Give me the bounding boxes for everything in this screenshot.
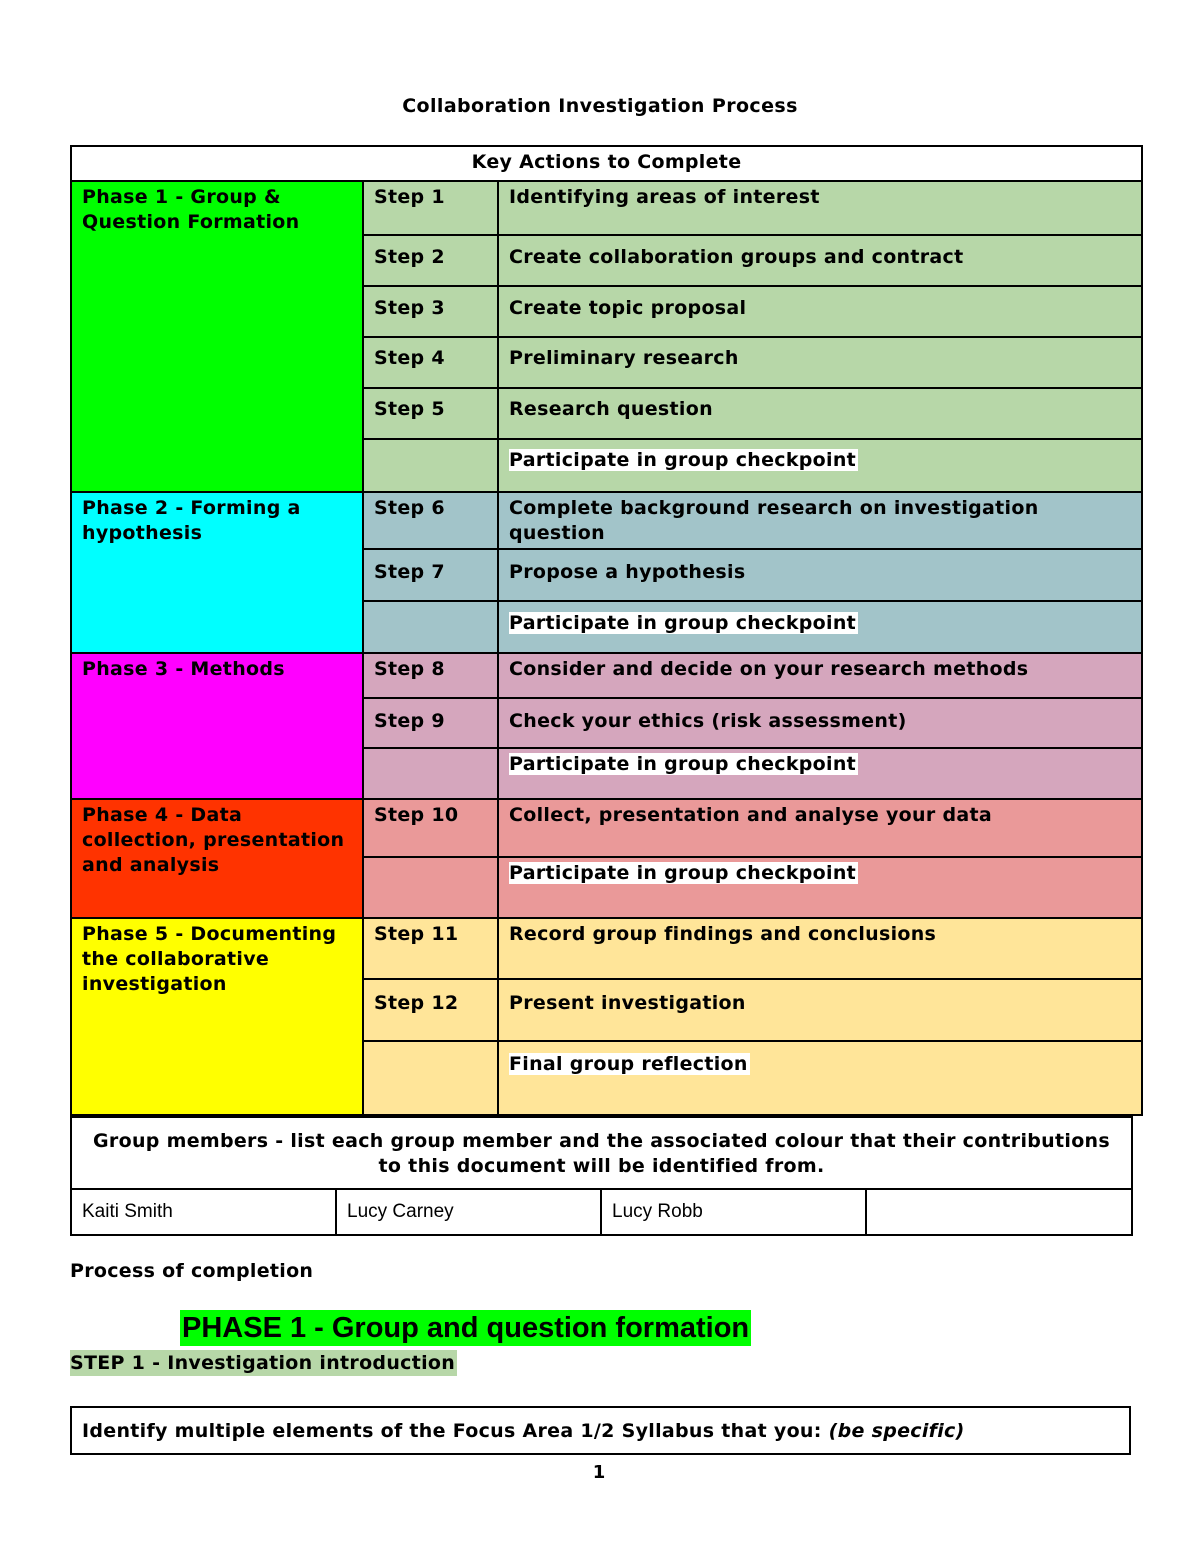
phase-2-cell [71,492,363,653]
action-cell: Check your ethics (risk assessment) [498,698,1142,748]
phase-4-label: Phase 4 - Data collection, presentation and analysis [82,804,345,876]
group-members-header: Group members - list each group member and the associated colour that their contributions to this document will be identified from. [71,1117,1132,1189]
step-cell: Step 4 [363,337,498,388]
step-cell [363,1041,498,1115]
action-cell: Complete background research on investigation question [498,492,1142,549]
phase-5-label: Phase 5 - Documenting the collaborative investigation [82,923,337,995]
action-cell: Research question [498,388,1142,439]
action-cell [498,1041,1142,1115]
checkpoint-label: Participate in group checkpoint [509,753,857,775]
action-cell: Consider and decide on your research methods [498,653,1142,698]
action-cell: Propose a hypothesis [498,549,1142,601]
identify-hint: (be specific) [828,1420,965,1442]
step-cell: Step 7 [363,549,498,601]
checkpoint-label: Participate in group checkpoint [509,862,857,884]
step-cell: Step 2 [363,235,498,286]
step-cell: Step 9 [363,698,498,748]
step-cell [363,857,498,918]
step-1-banner: STEP 1 - Investigation introduction [70,1352,456,1374]
step-cell: Step 1 [363,181,498,235]
step-cell: Step 5 [363,388,498,439]
member-name-field[interactable]: Lucy Robb [601,1189,866,1235]
phase-5-cell [71,918,363,1115]
reflection-label: Final group reflection [509,1053,748,1075]
action-cell [498,857,1142,918]
action-cell: Identifying areas of interest [498,181,1142,235]
step-cell: Step 3 [363,286,498,337]
step-cell: Step 8 [363,653,498,698]
identify-elements-box[interactable] [70,1406,1131,1455]
identify-prompt: Identify multiple elements of the Focus Area 1/2 Syllabus that you: [82,1420,822,1442]
table-header: Key Actions to Complete [71,146,1142,181]
document-title: Collaboration Investigation Process [402,95,798,117]
step-cell: Step 6 [363,492,498,549]
action-cell: Record group findings and conclusions [498,918,1142,979]
checkpoint-label: Participate in group checkpoint [509,449,857,471]
step-cell [363,748,498,799]
action-cell: Collect, presentation and analyse your data [498,799,1142,857]
action-cell [498,748,1142,799]
action-cell [498,601,1142,653]
phase-1-label: Phase 1 - Group & Question Formation [82,186,300,233]
step-cell [363,601,498,653]
action-cell [498,439,1142,492]
page-number: 1 [592,1462,606,1483]
phase-4-cell [71,799,363,918]
action-cell: Present investigation [498,979,1142,1041]
phase-1-cell [71,181,363,492]
action-cell: Create topic proposal [498,286,1142,337]
checkpoint-label: Participate in group checkpoint [509,612,857,634]
step-cell: Step 11 [363,918,498,979]
step-cell: Step 10 [363,799,498,857]
key-actions-table [70,145,1143,1116]
step-cell: Step 12 [363,979,498,1041]
member-name-field[interactable] [866,1189,1132,1235]
member-name-field[interactable]: Kaiti Smith [71,1189,336,1235]
action-cell: Create collaboration groups and contract [498,235,1142,286]
phase-3-label: Phase 3 - Methods [82,658,285,680]
phase-3-cell [71,653,363,799]
action-cell: Preliminary research [498,337,1142,388]
process-heading: Process of completion [70,1260,314,1282]
member-name-field[interactable]: Lucy Carney [336,1189,601,1235]
step-cell [363,439,498,492]
group-members-table [70,1116,1133,1236]
phase-1-banner: PHASE 1 - Group and question formation [182,1312,750,1344]
phase-2-label: Phase 2 - Forming a hypothesis [82,497,301,544]
